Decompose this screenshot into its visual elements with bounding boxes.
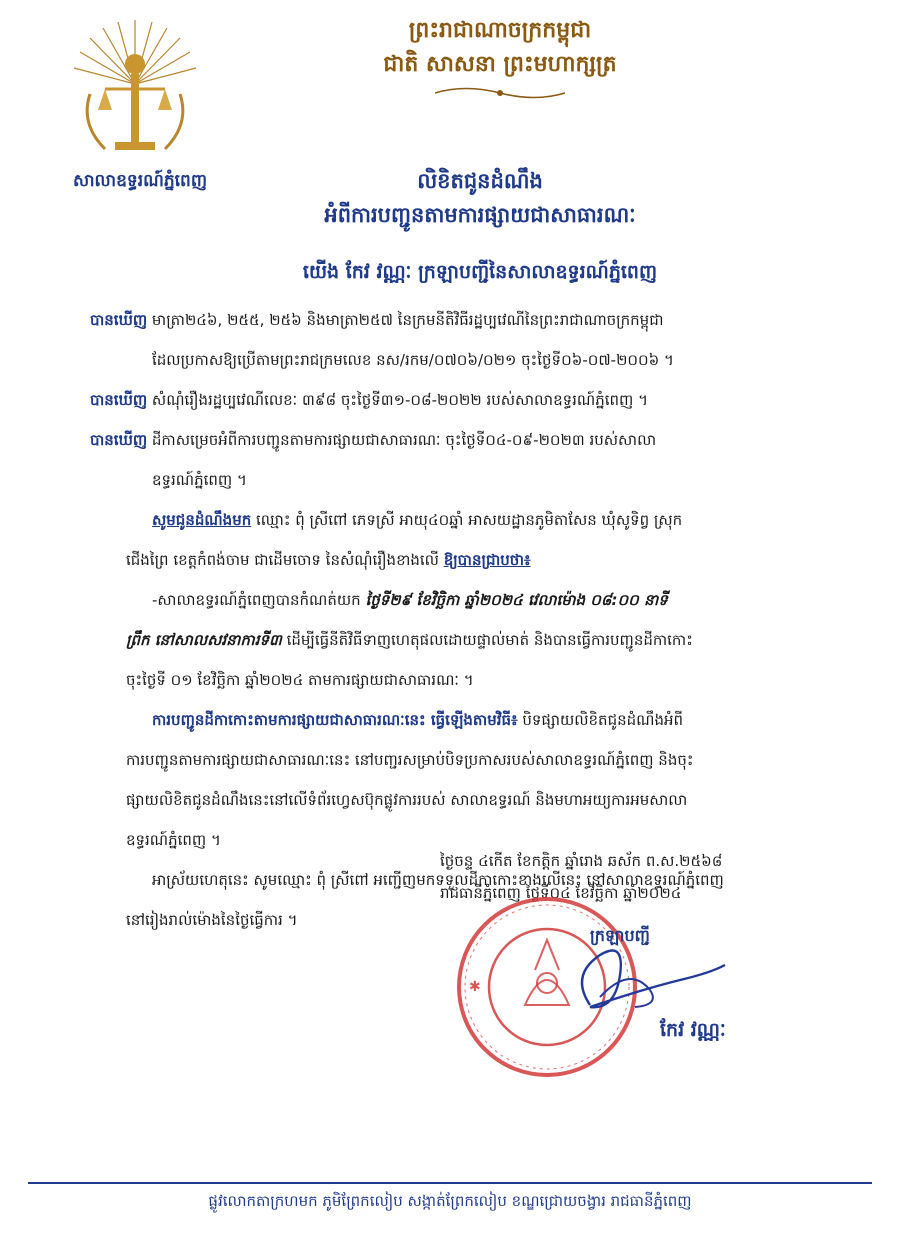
lead-seen: បានឃើញ xyxy=(90,391,148,409)
hearing-room: ព្រឹក នៅសាលសវនាការទី៣ xyxy=(126,631,282,649)
paragraph-4-cont xyxy=(90,540,850,580)
document-title: លិខិតជូនដំណឹង xyxy=(417,169,543,193)
paragraph-text: ជើងព្រៃ ខេត្តកំពង់ចាម ជាដើមចោទ នៃសំណុំរឿងខាងលើ xyxy=(126,551,444,569)
paragraph-1 xyxy=(90,300,850,340)
notice-body xyxy=(90,300,850,940)
lead-inform: ឱ្យបានជ្រាបថា៖ xyxy=(443,551,531,569)
paragraph-text: ដីកាសម្រេចអំពីការបញ្ជូនតាមការផ្សាយជាសាធារណៈ ចុះថ្ងៃទី០៤-០៩-២០២៣ របស់សាលា xyxy=(147,431,657,449)
paragraph-2 xyxy=(90,380,850,420)
court-emblem-icon xyxy=(60,14,210,164)
lead-notify: សូមជូនដំណឹងមក xyxy=(152,511,252,529)
issuer-line: យើង កែវ វណ្ណៈ ក្រឡាបញ្ជីនៃសាលាឧទ្ធរណ៍ភ្នំពេញ xyxy=(302,261,658,283)
paragraph-4 xyxy=(90,500,850,540)
paragraph-5-cont xyxy=(90,620,850,660)
paragraph-text: ដើម្បីធ្វើនីតិវិធីទាញហេតុផលដោយផ្ទាល់មាត់ និងបានធ្វើការបញ្ជូនដីកាកោះ xyxy=(281,631,693,649)
paragraph-6-cont3: ឧទ្ធរណ៍ភ្នំពេញ ។ xyxy=(126,831,221,849)
lead-seen: បានឃើញ xyxy=(90,311,148,329)
kingdom-motto xyxy=(300,14,700,82)
paragraph-7: អាស្រ័យហេតុនេះ សូមឈ្មោះ ពុំ ស្រីពៅ អញ្ជើញមកទទួលដីកាកោះខាងលើនេះ នៅសាលាឧទ្ធរណ៍ភ្នំពេញ xyxy=(152,871,724,889)
ornament-divider-icon xyxy=(430,84,570,102)
paragraph-3-cont: ឧទ្ធរណ៍ភ្នំពេញ ។ xyxy=(152,471,247,489)
paragraph-text: ឈ្មោះ ពុំ ស្រីពៅ ភេទស្រី អាយុ៤០ឆ្នាំ អាសយដ្ឋានភូមិតាសែន ឃុំសូទិព្វ ស្រុក xyxy=(251,511,683,529)
paragraph-text: សំណុំរឿងរដ្ឋប្បវេណីលេខៈ ៣៩៨ ចុះថ្ងៃទី៣១-០៨-២០២២ របស់សាលាឧទ្ធរណ៍ភ្នំពេញ ។ xyxy=(147,391,648,409)
paragraph-6-cont2: ផ្សាយលិខិតជូនដំណឹងនេះនៅលើទំព័រហ្វេសប៊ុកផ្លូវការរបស់ សាលាឧទ្ធរណ៍ និងមហាអយ្យការអមសាលា xyxy=(126,791,688,809)
signatory-name: កែវ វណ្ណៈ xyxy=(660,1019,726,1041)
signatory-role: ក្រឡាបញ្ជី xyxy=(590,926,650,945)
hearing-date: ថ្ងៃទី២៩ ខែវិច្ឆិកា ឆ្នាំ២០២៤ វេលាម៉ោង ០៨:០០ នាទី xyxy=(365,591,668,609)
paragraph-text: មាត្រា២៤៦, ២៥៥, ២៥៦ និងមាត្រា២៥៧ នៃក្រមនីតិវិធីរដ្ឋប្បវេណីនៃព្រះរាជាណាចក្រកម្ពុជា xyxy=(147,311,664,329)
lead-seen: បានឃើញ xyxy=(90,431,148,449)
document-subtitle: អំពីការបញ្ជូនតាមការផ្សាយជាសាធារណៈ xyxy=(324,203,636,227)
lead-method: ការបញ្ជូនដីកាកោះតាមការផ្សាយជាសាធារណៈនេះ ធ្វើឡើងតាមវិធី៖ xyxy=(152,711,518,729)
paragraph-7-cont: នៅរៀងរាល់ម៉ោងនៃថ្ងៃធ្វើការ ។ xyxy=(126,911,298,929)
kingdom-line: ព្រះរាជាណាចក្រកម្ពុជា xyxy=(408,18,592,43)
paragraph-text: -សាលាឧទ្ធរណ៍ភ្នំពេញបានកំណត់យក xyxy=(152,591,366,609)
solar-date: រាជធានីភ្នំពេញ ថ្ងៃទី០៤ ខែវិច្ឆិកា ឆ្នាំ២០២៤ xyxy=(440,884,682,902)
paragraph-6 xyxy=(90,700,850,740)
paragraph-text: បិទផ្សាយលិខិតជូនដំណឹងអំពី xyxy=(517,711,684,729)
footer-address: ផ្លូវលោកតាក្រហមក ភូមិព្រែកលៀប សង្កាត់ព្រែកលៀប ខណ្ឌជ្រោយចង្វារ រាជធានីភ្នំពេញ xyxy=(208,1192,692,1210)
svg-text:✱: ✱ xyxy=(469,979,481,995)
paragraph-5-cont2: ចុះថ្ងៃទី ០១ ខែវិច្ឆិកា ឆ្នាំ២០២៤ តាមការផ្សាយជាសាធារណៈ ។ xyxy=(126,671,474,689)
paragraph-5 xyxy=(90,580,850,620)
paragraph-6-cont1: ការបញ្ជូនតាមការផ្សាយជាសាធារណៈនេះ នៅបញ្ជរសម្រាប់បិទប្រកាសរបស់សាលាឧទ្ធរណ៍ភ្នំពេញ និងចុះ xyxy=(126,751,694,769)
court-name: សាលាឧទ្ធរណ៍ភ្នំពេញ xyxy=(72,171,208,191)
paragraph-3 xyxy=(90,420,850,460)
lunar-date: ថ្ងៃចន្ទ ៤កើត ខែកត្តិក ឆ្នាំរោង ឆស័ក ព.ស.២៥៦៨ xyxy=(440,852,723,870)
paragraph-1-cont: ដែលប្រកាសឱ្យប្រើតាមព្រះរាជក្រមលេខ នស/រកម/០៧០៦/០២១ ចុះថ្ងៃទី០៦-០៧-២០០៦ ។ xyxy=(152,351,674,369)
footer-divider xyxy=(28,1182,872,1184)
motto-line: ជាតិ សាសនា ព្រះមហាក្សត្រ xyxy=(383,52,617,77)
